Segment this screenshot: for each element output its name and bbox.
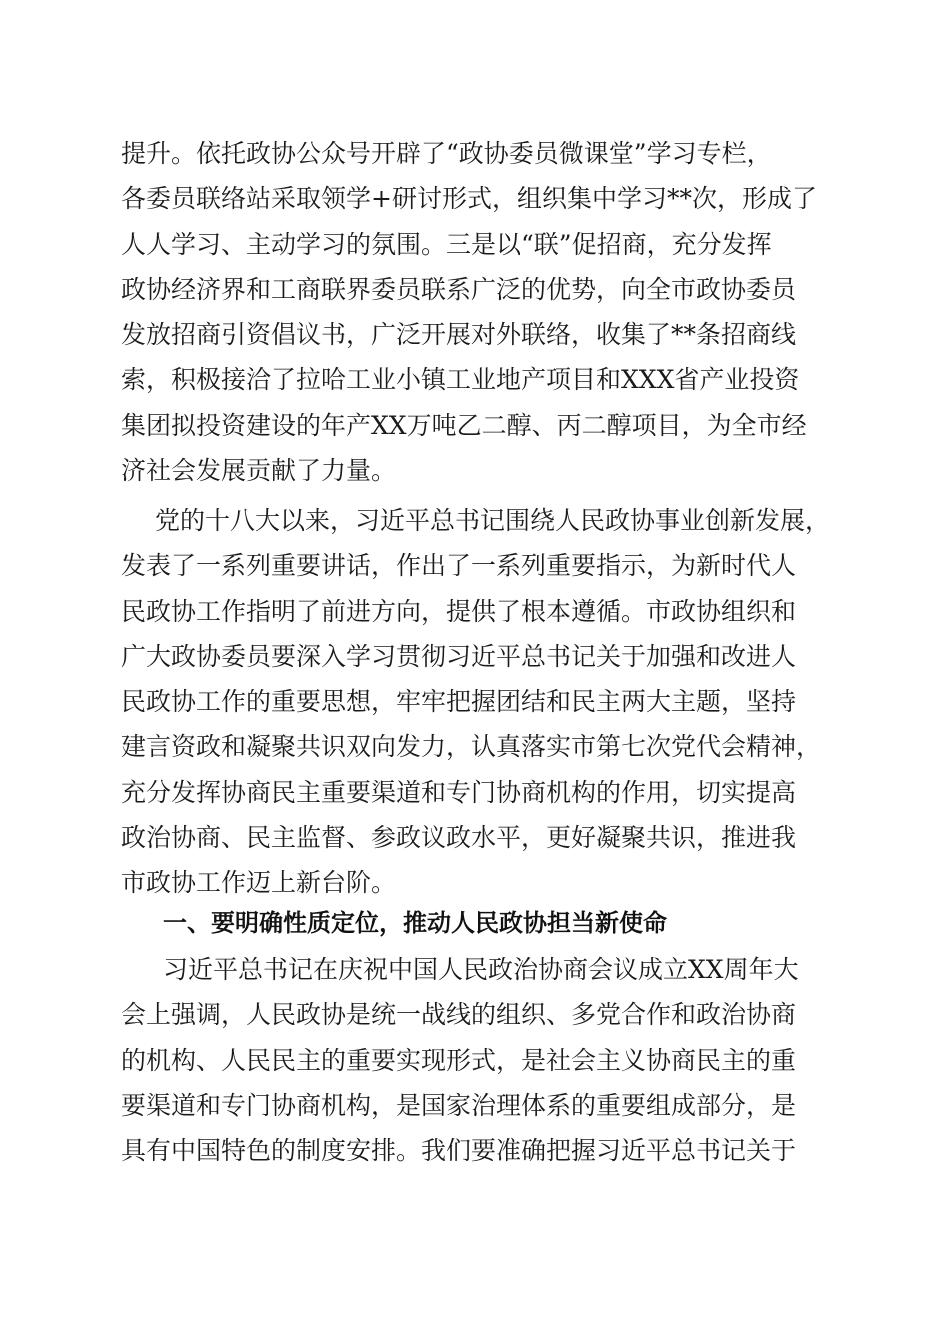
paragraph-1-line: 政协经济界和工商联界委员联系广泛的优势，向全市政协委员 bbox=[121, 274, 797, 304]
section-heading-1: 一、要明确性质定位，推动人民政协担当新使命 bbox=[163, 909, 667, 937]
paragraph-1-line: 发放招商引资倡议书，广泛开展对外联络，收集了**条招商线 bbox=[121, 320, 797, 350]
paragraph-2-line: 建言资政和凝聚共识双向发力，认真落实市第七次党代会精神， bbox=[121, 732, 822, 762]
paragraph-1-line: 提升。依托政协公众号开辟了“政协委员微课堂”学习专栏， bbox=[121, 139, 772, 168]
paragraph-2-line: 民政协工作的重要思想，牢牢把握团结和民主两大主题，坚持 bbox=[121, 687, 797, 717]
paragraph-1-line: 各委员联络站采取领学+研讨形式，组织集中学习**次，形成了 bbox=[121, 184, 817, 214]
paragraph-3-line: 会上强调，人民政协是统一战线的组织、多党合作和政治协商 bbox=[121, 1000, 797, 1030]
paragraph-1-line: 集团拟投资建设的年产XX万吨乙二醇、丙二醇项目，为全市经 bbox=[121, 410, 807, 440]
paragraph-1 bbox=[121, 131, 831, 493]
paragraph-1-line: 济社会发展贡献了力量。 bbox=[121, 456, 397, 486]
paragraph-2-line: 政治协商、民主监督、参政议政水平，更好凝聚共识，推进我 bbox=[121, 823, 797, 853]
paragraph-3-line: 具有中国特色的制度安排。我们要准确把握习近平总书记关于 bbox=[121, 1136, 797, 1166]
paragraph-1-line: 人人学习、主动学习的氛围。三是以“联”促招商，充分发挥 bbox=[121, 229, 772, 259]
paragraph-2-line: 民政协工作指明了前进方向，提供了根本遵循。市政协组织和 bbox=[121, 596, 797, 626]
paragraph-2-line: 发表了一系列重要讲话，作出了一系列重要指示，为新时代人 bbox=[121, 551, 797, 581]
paragraph-2-line: 市政协工作迈上新台阶。 bbox=[121, 868, 397, 898]
paragraph-1-line: 索，积极接洽了拉哈工业小镇工业地产项目和XXX省产业投资 bbox=[121, 365, 800, 395]
paragraph-2-line: 党的十八大以来，习近平总书记围绕人民政协事业创新发展， bbox=[155, 506, 831, 535]
paragraph-3 bbox=[121, 947, 831, 1173]
paragraph-2-line: 广大政协委员要深入学习贯彻习近平总书记关于加强和改进人 bbox=[121, 641, 797, 671]
paragraph-2-line: 充分发挥协商民主重要渠道和专门协商机构的作用，切实提高 bbox=[121, 777, 797, 807]
paragraph-3-line: 的机构、人民民主的重要实现形式，是社会主义协商民主的重 bbox=[121, 1045, 797, 1075]
paragraph-2 bbox=[121, 498, 831, 906]
paragraph-3-line: 要渠道和专门协商机构，是国家治理体系的重要组成部分，是 bbox=[121, 1090, 797, 1120]
paragraph-3-line: 习近平总书记在庆祝中国人民政治协商会议成立XX周年大 bbox=[163, 955, 799, 984]
